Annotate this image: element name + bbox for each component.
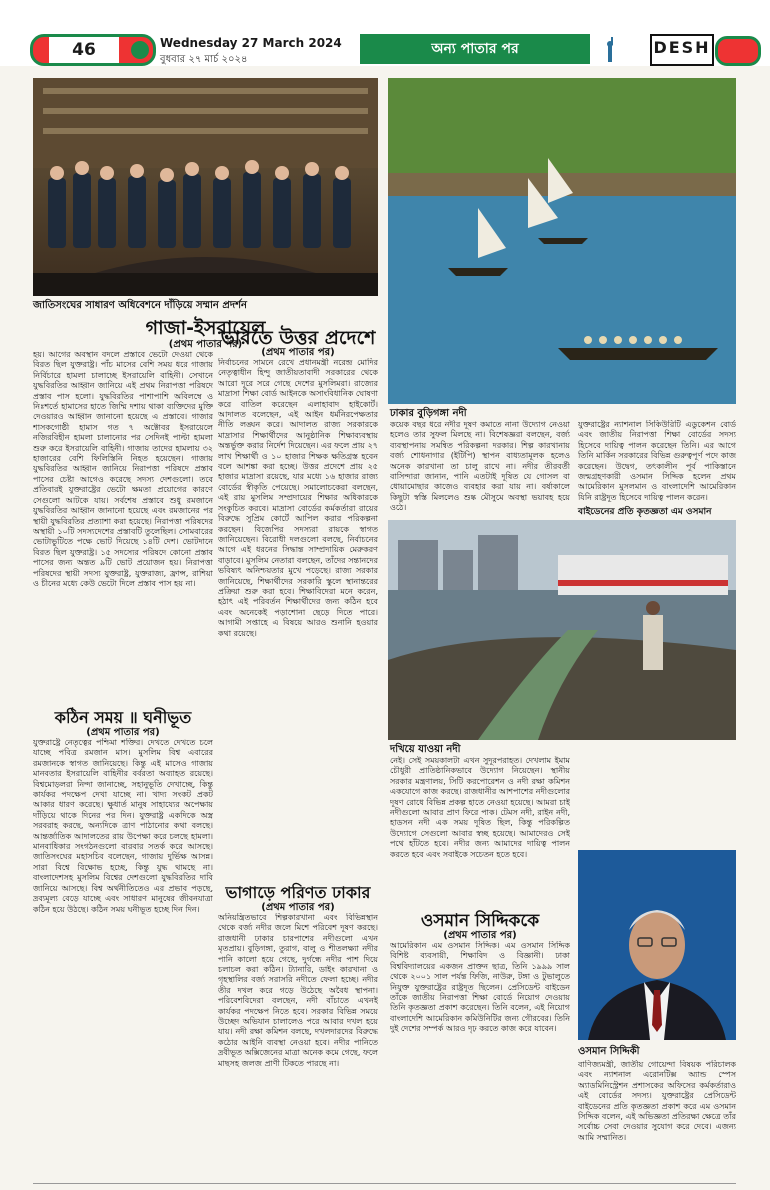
river-column-body: কয়েক বছর ধরে নদীর দূষণ কমাতে নানা উদ্যোগ নেওয়া হলেও তার সুফল মিলছে না। বিশেষজ্ঞরা বলছেন, বর্জ্য ব্যবস্থাপনায় সমন্বিত পরিকল্পনা দরকার। শিল্প কারখানায় বর্জ্য শোধনাগার (ইটিপি) স্থাপন বাধ্যতামূলক হলেও অনেক কারখানা তা চালু রাখে না। নদীর তীরবর্তী বাসিন্দারা জানান, পানি এতটাই দূষিত যে গোসল বা ধোয়ামোছার কাজেও ব্যবহার করা যায় না। বর্ষাকালে কিছুটা স্বস্তি মিললেও শুষ্ক মৌসুমে অবস্থা ভয়াবহ হয়ে ওঠে।: [390, 420, 570, 513]
bottom-middle-body: নেই। সেই সময়কালটা এখন সুদূরপরাহত। দেখলাম ইমাম চৌধুরী প্রাতিষ্ঠানিকভাবে উদ্যোগ নিয়েছেন। স্থানীয় সরকার মন্ত্রণালয়, সিটি করপোরেশন ও নদী রক্ষা কমিশন একযোগে কাজ করছে। রাজধানীর আশপাশের নদীগুলোর দূষণ রোধে বিভিন্ন প্রকল্প হাতে নেওয়া হয়েছে। আমরা চাই নদীগুলো আবার প্রাণ ফিরে পাক। টেমস নদী, রাইন নদী, হাডসন নদী এক সময় দূষিত ছিল, কিন্তু পরিকল্পিত উদ্যোগে সেগুলো আবার স্বচ্ছ হয়েছে। আমাদেরও সেই পথে হাঁটতে হবে। নদীর জন্য আমাদের দায়িত্ব পালন করতে হবে এবং সবাইকে সচেতন হতে হবে।: [390, 756, 570, 859]
kothin-subhead: (প্রথম পাতার পর): [86, 727, 160, 738]
un-assembly-photo: [33, 78, 378, 296]
river-illustration: [388, 78, 736, 404]
osman-subhead: (প্রথম পাতার পর): [443, 930, 517, 941]
page-header: [0, 0, 770, 66]
osman-portrait: [578, 850, 736, 1040]
polluted-river-illustration: [388, 520, 736, 740]
bhagar-headline: ভাগাড়ে পরিণত ঢাকার: [225, 883, 371, 902]
kothin-body: যুক্তরাষ্ট্রে নেতৃত্বের পশ্চিমা শক্তির। দেখতে দেখতে চলে যাচ্ছে পবিত্র রমজান মাস। মুসলিম বিশ্ব এবারের রমজানকে স্বাগত জানিয়েছে। কিন্তু এই মাসেও গাজায় মানবতার ইসরায়েলি বাহিনীর বর্বরতা অব্যাহত রয়েছে। বিশ্বমোড়লরা নিন্দা জানাচ্ছে, সহানুভূতি দেখাচ্ছে, কিন্তু কার্যকর পদক্ষেপ দেখা যাচ্ছে না। খাদ্য সংকট প্রকট আকার ধারণ করেছে। ক্ষুধার্ত মানুষ সাহায্যের অপেক্ষায় দাঁড়িয়ে থাকে দিনের পর দিন। যুক্তরাষ্ট্র একদিকে অস্ত্র সরবরাহ করছে, অন্যদিকে ত্রাণ পাঠানোর কথা বলছে। আন্তর্জাতিক আদালতের রায় উপেক্ষা করে চলছে হামলা। মানবাধিকার সংগঠনগুলো বারবার সতর্ক করে আসছে। জাতিসংঘের মহাসচিব বলেছেন, গাজায় দুর্ভিক্ষ আসন্ন। সারা বিশ্বে বিক্ষোভ হচ্ছে, কিন্তু যুদ্ধ থামছে না। বাংলাদেশসহ মুসলিম বিশ্বের দেশগুলো যুদ্ধবিরতির দাবি জানিয়ে আসছে। বিশ্ব অর্থনীতিতেও এর প্রভাব পড়ছে, দ্রব্যমূল্য বেড়ে যাচ্ছে এবং সাধারণ মানুষের জীবনযাত্রা কঠিন হয়ে উঠছে। কঠিন সময় ঘনীভূত হচ্ছে দিন দিন।: [33, 738, 213, 914]
portrait-illustration: [578, 850, 736, 1040]
gaza-subhead: (প্রথম পাতার পর): [168, 339, 243, 350]
date-bangla: বুধবার ২৭ মার্চ ২০২৪: [160, 54, 248, 65]
river-photo-caption: ঢাকার বুড়িগঙ্গা নদী: [390, 408, 467, 419]
header-right-badge: [715, 36, 761, 66]
un-photo-caption: জাতিসংঘের সাধারণ অধিবেশনে দাঁড়িয়ে সম্মান প্রদর্শন: [33, 300, 247, 311]
osman-headline: ওসমান সিদ্দিককে: [420, 911, 540, 931]
river-photo: [388, 78, 736, 404]
kothin-headline: কঠিন সময় ॥ ঘনীভূত: [54, 708, 192, 727]
osman-bio-snippet: যুক্তরাষ্ট্রের ন্যাশনাল সিকিউরিটি এডুকেশন বোর্ড এবং জাতীয় নিরাপত্তা শিক্ষা বোর্ডের সদস্য হিসেবে দায়িত্ব পালন করেছেন তিনি। এর আগে তিনি মার্কিন সরকারের বিভিন্ন গুরুত্বপূর্ণ পদে কাজ করেছেন। উদ্বেগ, তৎকালীন পূর্ব পাকিস্তানে জন্মগ্রহণকারী ওসমান সিদ্দিক হলেন প্রথম আমেরিকান মুসলমান ও বাংলাদেশি আমেরিকান যিনি রাষ্ট্রদূত হিসেবে দায়িত্ব পালন করেন।: [578, 420, 736, 502]
gaza-headline: গাজা-ইসরায়েল: [145, 317, 266, 339]
bharat-body: নির্বাচনের সামনে রেখে প্রধানমন্ত্রী নরেন্দ্র মোদির নেতৃত্বাধীন হিন্দু জাতীয়তাবাদী সরকারের থেকে আরো দূরে সরে গেছে দেশের মুসলিমরা। রাজ্যের মাদ্রাসা শিক্ষা বোর্ড আইনকে অসাংবিধানিক ঘোষণা করে বাতিল করেছেন এলাহাবাদ হাইকোর্ট। আদালত বলেছেন, এই আইন ধর্মনিরপেক্ষতার নীতি লঙ্ঘন করে। আদালত রাজ্য সরকারকে মাদ্রাসার শিক্ষার্থীদের আনুষ্ঠানিক শিক্ষাব্যবস্থায় অন্তর্ভুক্ত করার নির্দেশ দিয়েছেন। এর ফলে প্রায় ২৭ লাখ শিক্ষার্থী ও ১০ হাজার শিক্ষক ক্ষতিগ্রস্ত হবেন বলে আশঙ্কা করা হচ্ছে। উত্তর প্রদেশে প্রায় ২৫ হাজার মাদ্রাসা রয়েছে, যার মধ্যে ১৬ হাজার রাজ্য বোর্ডের স্বীকৃতি পেয়েছে। সমালোচকেরা বলছেন, এই রায় মুসলিম সম্প্রদায়ের শিক্ষার অধিকারকে সংকুচিত করবে। মাদ্রাসা বোর্ডের কর্মকর্তারা রায়ের বিরুদ্ধে সুপ্রিম কোর্টে আপিল করার পরিকল্পনা করছেন। বিজেপির সদস্যরা রায়কে স্বাগত জানিয়েছেন। বিরোধী দলগুলো বলছে, নির্বাচনের আগে এই ধরনের সিদ্ধান্ত সাম্প্রদায়িক মেরুকরণ বাড়াবে। মুসলিম নেতারা বলছেন, তাঁদের সন্তানদের ভবিষ্যৎ অনিশ্চয়তার মুখে পড়েছে। রাজ্য সরকার জানিয়েছে, শিক্ষার্থীদের সরকারি স্কুলে স্থানান্তরের প্রক্রিয়া শুরু করা হবে। শিক্ষাবিদেরা মনে করেন, হঠাৎ এই পরিবর্তন শিক্ষার্থীদের জন্য কঠিন হবে এবং অনেকেই পড়াশোনা ছেড়ে দিতে পারে। আগামী সপ্তাহে এ বিষয়ে আরও শুনানি হওয়ার কথা রয়েছে।: [218, 358, 378, 638]
date-english: Wednesday 27 March 2024: [160, 36, 342, 50]
statue-of-liberty-icon: [600, 36, 620, 64]
page-number: 46: [49, 37, 119, 63]
portrait-caption: ওসমান সিদ্দিকী: [578, 1046, 640, 1057]
osman-right-body: বাণিজ্যমন্ত্রী, জাতীয় গোয়েন্দা বিষয়ক পরিচালক এবং ন্যাশনাল এরোনটিক্স অ্যান্ড স্পেস অ্যাডমিনিস্ট্রেশন প্রশাসকের অফিসের কর্মকর্তারাও এই বোর্ডের সদস্য। যুক্তরাষ্ট্রের প্রেসিডেন্ট বাইডেনের প্রতি কৃতজ্ঞতা প্রকাশ করে এম ওসমান সিদ্দিক বলেন, এই অভিজ্ঞতা প্রতিরক্ষা ক্ষেত্রে তাঁর সর্বোচ্চ সেবা দেওয়ার সুযোগ করে দেবে। এজন্য আমি সম্মানিত।: [578, 1060, 736, 1142]
bharat-headline: ভারতে উত্তর প্রদেশে: [220, 327, 376, 349]
osman-body: আমেরিকান এম ওসমান সিদ্দিক। এম ওসমান সিদ্দিক বিশিষ্ট ব্যবসায়ী, শিক্ষাবিদ ও বিজ্ঞানী। ঢাকা বিশ্ববিদ্যালয়ের একজন প্রাক্তন ছাত্র, তিনি ১৯৯৯ সাল থেকে ২০০১ সাল পর্যন্ত ফিজি, নাউরু, টঙ্গা ও টুভালুতে নিযুক্ত যুক্তরাষ্ট্রের রাষ্ট্রদূত ছিলেন। প্রেসিডেন্ট বাইডেন তাঁকে জাতীয় নিরাপত্তা শিক্ষা বোর্ডে নিয়োগ দেওয়ায় তিনি কৃতজ্ঞতা প্রকাশ করেছেন। তিনি বলেন, এই নিয়োগ বাংলাদেশি আমেরিকান কমিউনিটির জন্য গৌরবের। তিনি দুই দেশের সম্পর্ক আরও দৃঢ় করতে কাজ করে যাবেন।: [390, 941, 570, 1034]
section-title: অন্য পাতার পর: [360, 34, 590, 64]
bhagar-body: অনিয়ন্ত্রিতভাবে শিল্পকারখানা এবং বিভিন্নস্থান থেকে বর্জ্য নদীর জলে মিশে পরিবেশ দূষণ করছে। রাজধানী ঢাকার চারপাশের নদীগুলো এখন মৃতপ্রায়। বুড়িগঙ্গা, তুরাগ, বালু ও শীতলক্ষ্যা নদীর পানি কালো হয়ে গেছে, দুর্গন্ধে নদীর পাশ দিয়ে চলাচল করা কঠিন। ট্যানারি, ডাইং কারখানা ও গৃহস্থালির বর্জ্য সরাসরি নদীতে ফেলা হচ্ছে। নদীর তীর দখল করে গড়ে উঠেছে অবৈধ স্থাপনা। পরিবেশবিদেরা বলছেন, নদী বাঁচাতে এখনই কার্যকর পদক্ষেপ নিতে হবে। সরকার বিভিন্ন সময়ে উচ্ছেদ অভিযান চালালেও পরে আবার দখল হয়ে যায়। নদী রক্ষা কমিশন বলছে, দখলদারদের বিরুদ্ধে কঠোর আইনি ব্যবস্থা নেওয়া হবে। নদীর পানিতে দ্রবীভূত অক্সিজেনের মাত্রা অনেক কমে গেছে, ফলে মাছসহ জলজ প্রাণী টিকতে পারছে না।: [218, 913, 378, 1068]
publication-logo: DESH: [650, 34, 714, 66]
page-number-badge: [30, 34, 156, 66]
polluted-photo-caption: দখিয়ে যাওয়া নদী: [390, 744, 461, 755]
decor-dot: [131, 41, 149, 59]
bhagar-subhead: (প্রথম পাতার পর): [261, 902, 335, 913]
bharat-subhead: (প্রথম পাতার পর): [261, 347, 335, 358]
osman-thanks-caption: বাইডেনের প্রতি কৃতজ্ঞতা এম ওসমান: [578, 507, 712, 517]
un-scene-illustration: [33, 78, 378, 296]
gaza-body: হয়। আগের অবস্থান বদলে প্রস্তাবে ভেটো দেওয়া থেকে বিরত ছিল যুক্তরাষ্ট্র। পাঁচ মাসের বেশি সময় ধরে গাজায় নির্বিচারে হামলা চালাচ্ছে ইসরায়েলি বাহিনী। সেখানে যুদ্ধবিরতির আহ্বান জানিয়ে এই প্রথম নিরাপত্তা পরিষদে প্রস্তাব পাস হলো। যুদ্ধবিরতির পাশাপাশি অবিলম্বে ও নিঃশর্তে হামাসের হাতে জিম্মি দশায় থাকা ব্যক্তিদের মুক্তি দেওয়ারও আহ্বান জানানো হয়েছে এ প্রস্তাবে। গাজার শাসকগোষ্ঠী হামাস গত ৭ অক্টোবর ইসরায়েলে নজিরবিহীন হামলা চালানোর পর সেদিনই পাল্টা হামলা শুরু করে ইসরায়েলি বাহিনী। গাজায় তাদের হামলায় ৩২ হাজারের বেশি ফিলিস্তিনি নিহত হয়েছেন। গাজায় যুদ্ধবিরতির আহ্বান জানিয়ে নিরাপত্তা পরিষদে প্রস্তাব পাসের চেষ্টা আগেও করেছে সদস্য দেশগুলো। তবে প্রতিবারই যুক্তরাষ্ট্রের ভেটো ক্ষমতা প্রয়োগের কারণে সেগুলো আটকে যায়। সর্বশেষ প্রস্তাবে শুধু রমজানে যুদ্ধবিরতির আহ্বান জানানো হয়েছে এবং রমজানের পর স্থায়ী যুদ্ধবিরতির প্রত্যাশা করা হয়েছে। নিরাপত্তা পরিষদের অস্থায়ী ১০টি সদস্যদেশের প্রস্তাবটি তুলেছিল। সোমবারের ভোটাভুটিতে পক্ষে ভোট দিয়েছে ১৪টি দেশ। ভোটদানে বিরত ছিল যুক্তরাষ্ট্র। ১৫ সদস্যের পরিষদে কোনো প্রস্তাব পাসের জন্য অন্তত ৯টি ভোট প্রয়োজন হয়। নিরাপত্তা পরিষদের স্থায়ী সদস্য যুক্তরাষ্ট্র, যুক্তরাজ্য, ফ্রান্স, রাশিয়া ও চীনের মধ্যে কেউ ভেটো দিলে প্রস্তাব পাস হয় না।: [33, 350, 213, 588]
polluted-river-photo: [388, 520, 736, 740]
footer-rule: [33, 1183, 736, 1184]
